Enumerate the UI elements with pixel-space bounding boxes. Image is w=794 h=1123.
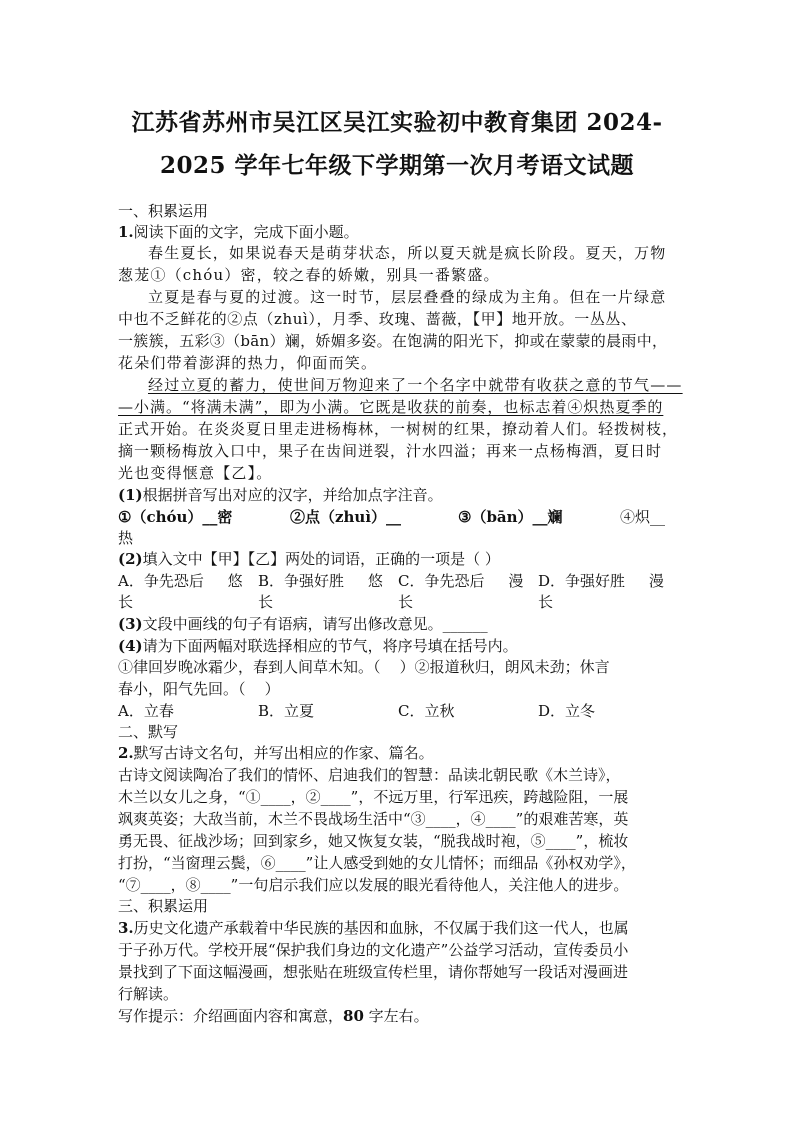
q2-stem-text: 默写古诗文名句，并写出相应的作家、篇名。 <box>133 744 434 762</box>
option-b-wrap: 长 <box>258 593 274 611</box>
passage-line: 光也变得惬意【乙】。 <box>118 464 273 482</box>
sub-question-2 <box>118 548 500 569</box>
q3-text: 历史文化遗产承载着中华民族的基因和血脉，不仅属于我们这一代人，也属 <box>133 919 629 937</box>
option-d-wrap: 长 <box>538 593 554 611</box>
passage-line: 正式开始。在炎炎夏日里走进杨梅林，一树树的红果，撩动着人们。轻拨树枝， <box>118 420 679 438</box>
q1-stem <box>118 221 359 242</box>
q3-line: 于子孙万代。学校开展“保护我们身边的文化遗产”公益学习活动，宣传委员小 <box>118 941 629 959</box>
passage-line: 摘一颗杨梅放入口中，果子在齿间迸裂，汁水四溢；再来一点杨梅酒，夏日时 <box>118 442 663 460</box>
sub-question-4 <box>118 635 518 656</box>
option-d[interactable]: D．争强好胜 漫 <box>538 572 664 590</box>
title-line-2: 2025 学年七年级下学期第一次月考语文试题 <box>159 152 635 179</box>
underlined-sentence-end: —小满。“将满未满”，即为小满。它既是收获的前奏，也标志着④炽热夏季的 <box>118 398 664 416</box>
solar-term-option-d[interactable]: D．立冬 <box>538 702 596 720</box>
option-a-wrap: 长 <box>118 593 134 611</box>
answer-blank-3[interactable]: ③（bān）__斓 <box>458 508 563 526</box>
hint-number: 80 <box>343 1007 364 1025</box>
sub-question-3 <box>118 613 488 634</box>
sub-text: 根据拼音写出对应的汉字，并给加点字注音。 <box>142 486 443 504</box>
sub-label: (1) <box>118 486 143 504</box>
q2-line: “⑦____，⑧____”一句启示我们应以发展的眼光看待他人，关注他人的进步。 <box>118 876 629 894</box>
writing-hint <box>118 1005 429 1026</box>
q3-line <box>118 917 629 938</box>
sub-text: 请为下面两幅对联选择相应的节气，将序号填在括号内。 <box>142 637 518 655</box>
q2-line: 飒爽英姿；大敌当前，木兰不畏战场生活中“③____，④____”的艰难苦寒，英 <box>118 810 629 828</box>
title-line-1: 江苏省苏州市吴江区吴江实验初中教育集团 2024- <box>131 109 663 136</box>
passage-line: 葱茏①（chóu）密，较之春的娇嫩，别具一番繁盛。 <box>118 266 500 284</box>
wrap-text: 热 <box>118 529 134 547</box>
couplet-line: 春小，阳气先回。（ ） <box>118 680 280 698</box>
solar-term-option-a[interactable]: A．立春 <box>118 702 174 720</box>
answer-blank-1[interactable]: ①（chóu）__密 <box>118 508 233 526</box>
passage-line: 一簇簇，五彩③（bān）斓，娇媚多姿。在饱满的阳光下，抑或在蒙蒙的晨雨中， <box>118 332 668 350</box>
sub-label: (4) <box>118 637 143 655</box>
sub-text: 填入文中【甲】【乙】两处的词语，正确的一项是（ ） <box>142 550 500 568</box>
q2-line: 古诗文阅读陶冶了我们的情怀、启迪我们的智慧：品读北朝民歌《木兰诗》， <box>118 766 621 784</box>
section-heading-1: 一、积累运用 <box>118 202 209 220</box>
hint-suffix: 字左右。 <box>363 1007 429 1025</box>
answer-blank-2[interactable]: ②点（zhuì）__ <box>290 508 402 526</box>
option-c[interactable]: C．争先恐后 漫 <box>398 572 524 590</box>
passage-line: 中也不乏鲜花的②点（zhuì），月季、玫瑰、蔷薇，【甲】地开放。一丛丛、 <box>118 310 637 328</box>
underlined-sentence: 经过立夏的蓄力，使世间万物迎来了一个名字中就带有收获之意的节气—— <box>148 376 683 394</box>
section-heading-3: 三、积累运用 <box>118 897 209 915</box>
option-a[interactable]: A．争先恐后 悠 <box>118 572 243 590</box>
option-b[interactable]: B．争强好胜 悠 <box>258 572 383 590</box>
answer-blank-4[interactable]: ④炽__ <box>620 508 666 526</box>
couplet-line: ①律回岁晚冰霜少，春到人间草木知。（ ）②报道秋归，朗风未劲；休言 <box>118 658 610 676</box>
q2-line: 打扮，“当窗理云鬓，⑥____”让人感受到她的女儿情怀；而细品《孙权劝学》， <box>118 854 636 872</box>
q3-line: 景找到了下面这幅漫画，想张贴在班级宣传栏里，请你帮她写一段话对漫画进 <box>118 963 629 981</box>
passage-line: 立夏是春与夏的过渡。这一时节，层层叠叠的绿成为主角。但在一片绿意 <box>148 288 667 306</box>
sub-text: 文段中画线的句子有语病，请写出修改意见。______ <box>142 615 488 633</box>
sub-question-1 <box>118 484 443 505</box>
option-c-wrap: 长 <box>398 593 414 611</box>
hint-prefix: 写作提示：介绍画面内容和寓意， <box>118 1007 344 1025</box>
solar-term-option-c[interactable]: C．立秋 <box>398 702 455 720</box>
q3-number: 3. <box>118 919 134 937</box>
passage-line: 春生夏长，如果说春天是萌芽状态，所以夏天就是疯长阶段。夏天，万物 <box>148 244 667 262</box>
q1-number: 1. <box>118 223 134 241</box>
q2-line: 勇无畏、征战沙场；回到家乡，她又恢复女装，“脱我战时袍，⑤____”，梳妆 <box>118 832 629 850</box>
q2-number: 2. <box>118 744 134 762</box>
passage-line: 花朵们带着澎湃的热力，仰面而笑。 <box>118 354 378 372</box>
passage-line <box>118 396 663 417</box>
q2-line: 木兰以女儿之身，“①____，②____”，不远万里，行军迅疾，跨越险阻，一展 <box>118 788 629 806</box>
solar-term-option-b[interactable]: B．立夏 <box>258 702 315 720</box>
sub-label: (2) <box>118 550 143 568</box>
sub-label: (3) <box>118 615 143 633</box>
q2-stem <box>118 742 434 763</box>
q1-stem-text: 阅读下面的文字，完成下面小题。 <box>133 223 359 241</box>
q3-line: 行解读。 <box>118 985 179 1003</box>
section-heading-2: 二、默写 <box>118 723 179 741</box>
